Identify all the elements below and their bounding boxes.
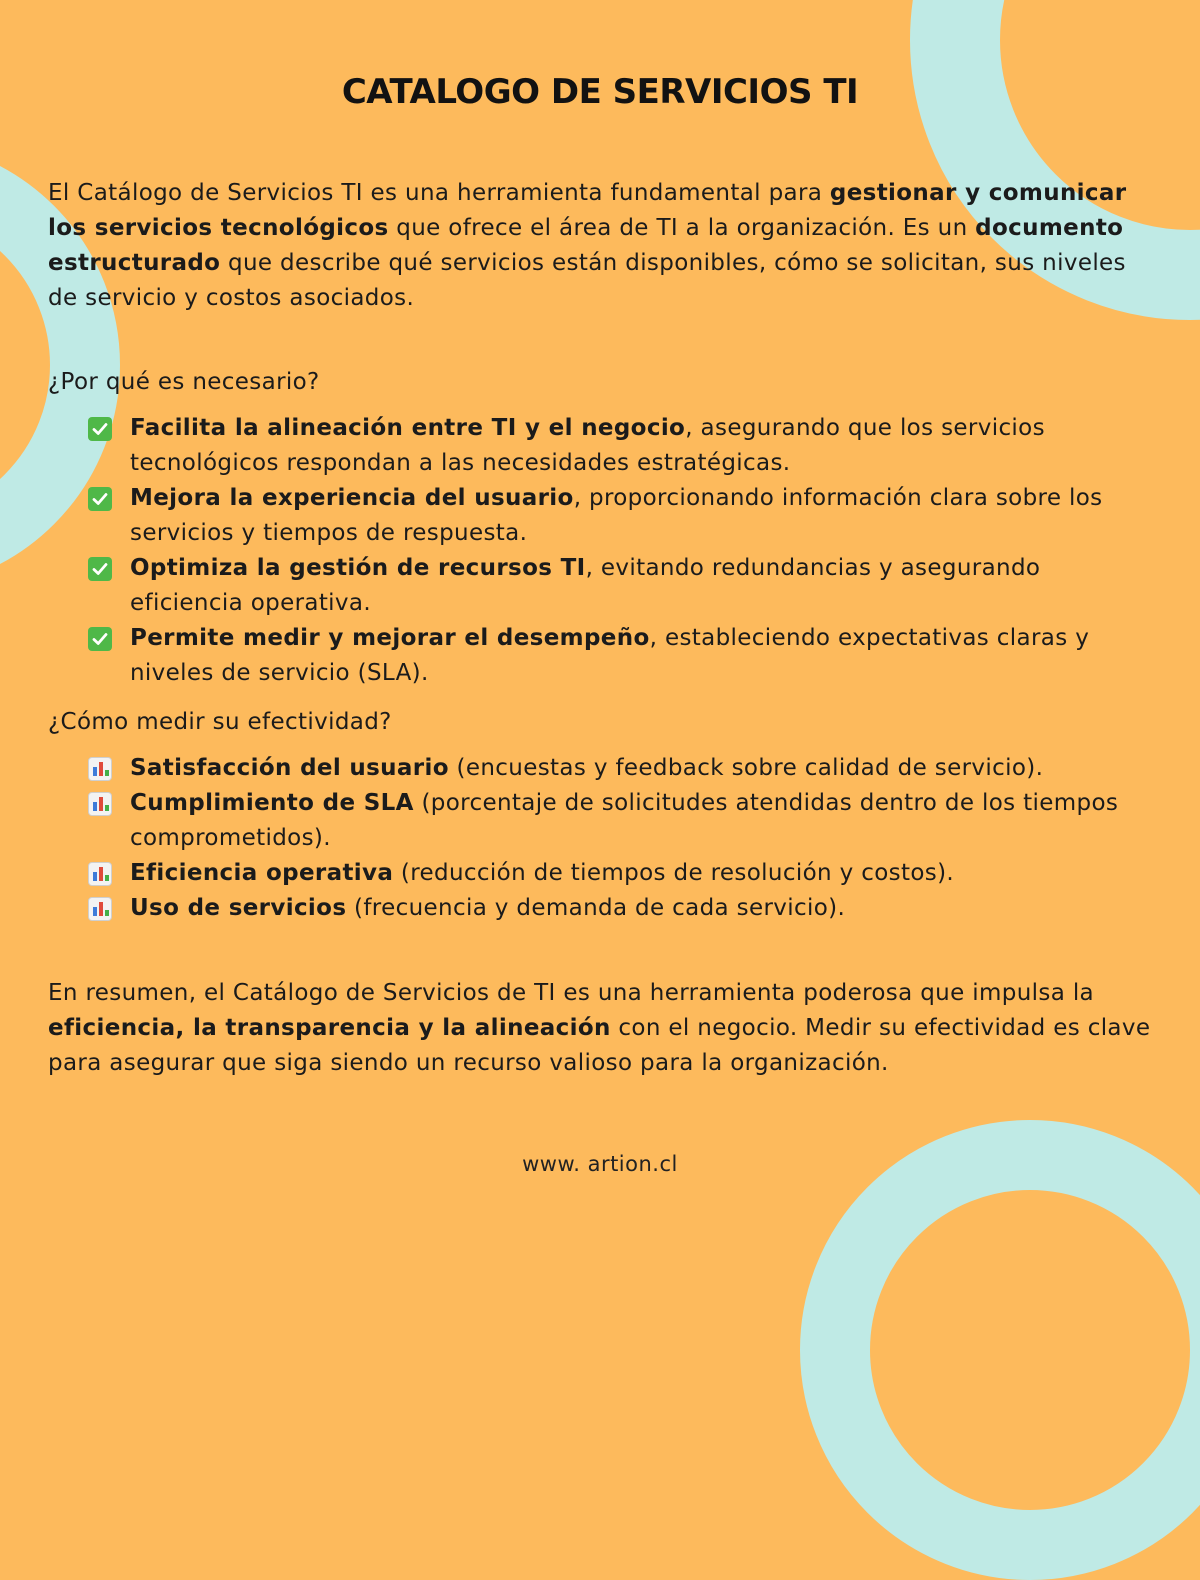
list-item: Satisfacción del usuario (encuestas y feedback sobre calidad de servicio).	[88, 751, 1158, 786]
list-item: Mejora la experiencia del usuario, proporcionando información clara sobre los servicios y tiempos de respuesta.	[88, 481, 1158, 551]
summary-paragraph: En resumen, el Catálogo de Servicios de TI es una herramienta poderosa que impulsa la eficiencia, la transparencia y la alineación con el negocio. Medir su efectividad es clave para asegurar que siga siendo un recurso valioso para la organización.	[48, 980, 1151, 1076]
list-item: Facilita la alineación entre TI y el negocio, asegurando que los servicios tecnológicos respondan a las necesidades estratégicas.	[88, 411, 1158, 481]
how-list	[88, 751, 1158, 926]
why-list	[88, 411, 1158, 691]
check-mark-icon	[88, 557, 112, 581]
bar-chart-icon	[88, 757, 112, 781]
bar-chart-icon	[88, 792, 112, 816]
check-mark-icon	[88, 627, 112, 651]
decorative-ring-bottom-right	[800, 1120, 1200, 1580]
check-mark-icon	[88, 487, 112, 511]
list-item: Eficiencia operativa (reducción de tiempos de resolución y costos).	[88, 856, 1158, 891]
list-item: Optimiza la gestión de recursos TI, evitando redundancias y asegurando eficiencia operativa.	[88, 551, 1158, 621]
bar-chart-icon	[88, 897, 112, 921]
list-item: Uso de servicios (frecuencia y demanda de cada servicio).	[88, 891, 1158, 926]
why-question: ¿Por qué es necesario?	[48, 369, 320, 395]
bar-chart-icon	[88, 862, 112, 886]
list-item: Cumplimiento de SLA (porcentaje de solicitudes atendidas dentro de los tiempos comprometidos).	[88, 786, 1158, 856]
footer-website: www. artion.cl	[522, 1152, 678, 1176]
page-title: CATALOGO DE SERVICIOS TI	[341, 72, 859, 112]
list-item: Permite medir y mejorar el desempeño, estableciendo expectativas claras y niveles de servicio (SLA).	[88, 621, 1158, 691]
check-mark-icon	[88, 417, 112, 441]
how-question: ¿Cómo medir su efectividad?	[48, 709, 392, 735]
intro-paragraph: El Catálogo de Servicios TI es una herramienta fundamental para gestionar y comunicar los servicios tecnológicos que ofrece el área de TI a la organización. Es un documento estructurado que describe qué servicios están disponibles, cómo se solicitan, sus niveles de servicio y costos asociados.	[48, 180, 1127, 311]
